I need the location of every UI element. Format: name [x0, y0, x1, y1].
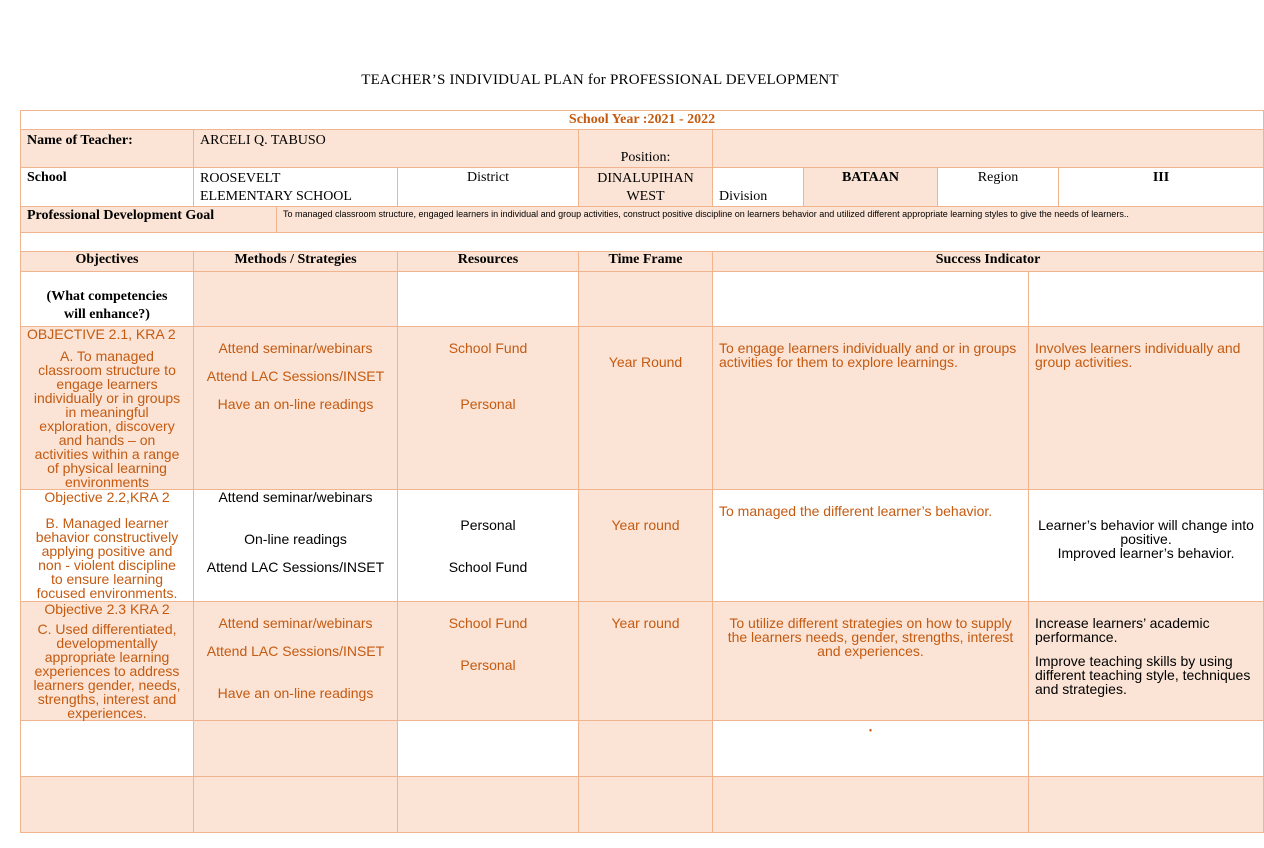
method-1-1: Attend seminar/webinars	[218, 340, 373, 356]
district-label: District	[398, 168, 579, 207]
competencies-methods-cell	[194, 272, 398, 327]
competencies-line2: will enhance?)	[64, 307, 150, 322]
position-value	[713, 130, 1264, 168]
competencies-question	[21, 272, 194, 327]
school-name-line2: ELEMENTARY SCHOOL	[200, 189, 352, 204]
header-time-frame: Time Frame	[579, 252, 713, 272]
competencies-success2-cell	[1029, 272, 1264, 327]
empty-cell	[1029, 721, 1264, 777]
method-2-1: Attend seminar/webinars	[218, 489, 373, 505]
resource-3-1: School Fund	[448, 615, 528, 631]
objective-text-2: B. Managed learner behavior constructively applying positive and non - violent discipline to ensure learning focused environments.	[35, 515, 179, 601]
empty-cell	[579, 777, 713, 833]
competencies-success1-cell	[713, 272, 1029, 327]
position-label: Position:	[579, 130, 713, 168]
method-3-2: Attend LAC Sessions/INSET	[206, 643, 385, 659]
objective-row-1	[21, 327, 1264, 490]
method-3-3: Have an on-line readings	[217, 685, 374, 701]
methods-cell-2	[194, 490, 398, 602]
competencies-row	[21, 272, 1264, 327]
spacer-row	[21, 233, 1264, 252]
objective-title-1: OBJECTIVE 2.1, KRA 2	[27, 326, 176, 342]
objective-row-3	[21, 602, 1264, 721]
objective-cell-3	[21, 602, 194, 721]
empty-cell	[713, 777, 1029, 833]
success2-line1-3: Increase learners’ academic performance.	[1035, 615, 1210, 645]
resources-cell-1	[398, 327, 579, 490]
header-objectives: Objectives	[21, 252, 194, 272]
success2-cell-1: Involves learners individually and group activities.	[1029, 327, 1264, 490]
empty-cell	[398, 777, 579, 833]
school-name-line1: ROOSEVELT	[200, 171, 281, 186]
competencies-resources-cell	[398, 272, 579, 327]
time-cell-1: Year Round	[579, 327, 713, 490]
resources-cell-3	[398, 602, 579, 721]
empty-cell	[21, 721, 194, 777]
competencies-line1: (What competencies	[46, 289, 168, 304]
objective-cell-1	[21, 327, 194, 490]
school-year: School Year :2021 - 2022	[21, 111, 1264, 130]
goal-label: Professional Development Goal	[21, 207, 277, 233]
empty-cell	[1029, 777, 1264, 833]
success2-line2-2: Improved learner’s behavior.	[1057, 545, 1235, 561]
header-success: Success Indicator	[713, 252, 1264, 272]
plan-table	[20, 110, 1264, 833]
region-value: III	[1059, 168, 1264, 207]
success1-cell-3: To utilize different strategies on how to supply the learners needs, gender, strengths, interest and experiences.	[713, 602, 1029, 721]
methods-cell-3	[194, 602, 398, 721]
document-title: TEACHER’S INDIVIDUAL PLAN for PROFESSIONAL DEVELOPMENT	[361, 72, 839, 88]
empty-cell	[194, 777, 398, 833]
division-value: BATAAN	[804, 168, 938, 207]
school-row	[21, 168, 1264, 207]
resource-2-1: Personal	[460, 517, 516, 533]
empty-cell	[194, 721, 398, 777]
method-1-2: Attend LAC Sessions/INSET	[206, 368, 385, 384]
header-row	[21, 252, 1264, 272]
resource-3-2: Personal	[460, 657, 516, 673]
school-year-row	[21, 111, 1264, 130]
teacher-label: Name of Teacher:	[21, 130, 194, 168]
competencies-time-cell	[579, 272, 713, 327]
methods-cell-1	[194, 327, 398, 490]
teacher-row	[21, 130, 1264, 168]
resource-1-2: Personal	[460, 396, 516, 412]
goal-text: To managed classroom structure, engaged learners in individual and group activities, construct positive discipline on learners behavior and utilized different appropriate learning styles to give the needs of learners..	[277, 207, 1264, 233]
empty-cell	[579, 721, 713, 777]
objective-text-3: C. Used differentiated, developmentally appropriate learning experiences to address learners gender, needs, strengths, interest and experiences.	[33, 621, 181, 721]
resource-2-2: School Fund	[448, 559, 528, 575]
empty-row-1	[21, 721, 1264, 777]
time-cell-2: Year round	[579, 490, 713, 602]
resource-1-1: School Fund	[448, 340, 528, 356]
goal-row	[21, 207, 1264, 233]
objective-text-1: A. To managed classroom structure to engage learners individually or in groups in meaningful exploration, discovery and hands – on activities within a range of physical learning environments	[33, 348, 181, 490]
success2-cell-2	[1029, 490, 1264, 602]
district-value	[579, 168, 713, 207]
success2-cell-3	[1029, 602, 1264, 721]
district-value-line1: DINALUPIHAN	[597, 171, 694, 186]
bullet-point: •	[868, 726, 873, 737]
objective-row-2	[21, 490, 1264, 602]
header-resources: Resources	[398, 252, 579, 272]
bullet-cell	[713, 721, 1029, 777]
method-1-3: Have an on-line readings	[217, 396, 374, 412]
objective-title-3: Objective 2.3 KRA 2	[44, 601, 170, 617]
success1-cell-1: To engage learners individually and or in groups activities for them to explore learnings.	[713, 327, 1029, 490]
empty-cell	[398, 721, 579, 777]
school-label: School	[21, 168, 194, 207]
header-methods: Methods / Strategies	[194, 252, 398, 272]
time-cell-3: Year round	[579, 602, 713, 721]
region-label: Region	[938, 168, 1059, 207]
method-2-2: On-line readings	[244, 531, 347, 547]
teacher-name: ARCELI Q. TABUSO	[194, 130, 579, 168]
district-value-line2: WEST	[626, 189, 665, 204]
success2-line1-2: Learner’s behavior will change into positive.	[1038, 517, 1254, 547]
resources-cell-2	[398, 490, 579, 602]
objective-title-2: Objective 2.2,KRA 2	[44, 489, 170, 505]
method-3-1: Attend seminar/webinars	[218, 615, 373, 631]
objective-cell-2	[21, 490, 194, 602]
empty-cell	[21, 777, 194, 833]
method-2-3: Attend LAC Sessions/INSET	[206, 559, 385, 575]
division-label: Division	[713, 168, 804, 207]
spacer-cell	[21, 233, 1264, 252]
success2-line2-3: Improve teaching skills by using different teaching style, techniques and strategies.	[1035, 653, 1251, 697]
empty-row-2	[21, 777, 1264, 833]
school-name	[194, 168, 398, 207]
success1-cell-2: To managed the different learner’s behavior.	[713, 490, 1029, 602]
